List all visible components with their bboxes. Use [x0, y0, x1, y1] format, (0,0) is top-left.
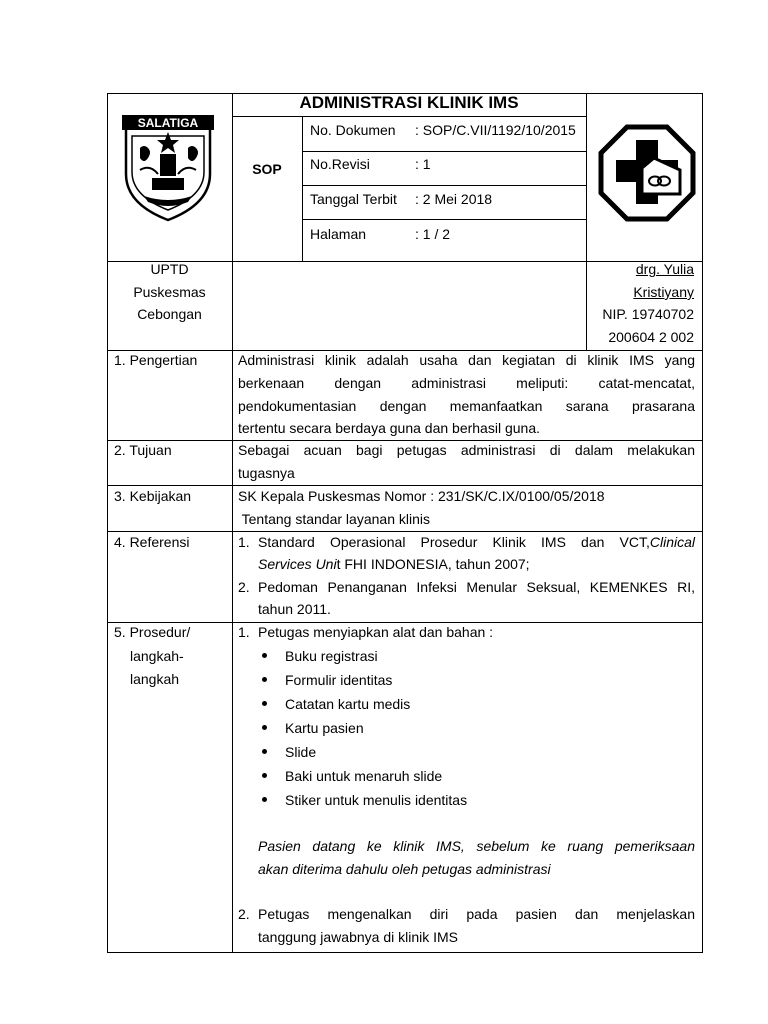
table-border-left — [107, 93, 108, 953]
bullet-item-catatan-kartu-medis: Catatan kartu medis — [285, 696, 411, 712]
bullet-icon — [262, 653, 267, 658]
prosedur-step-2-line-1: Petugas mengenalkan diri pada pasien dan menjelaskan — [258, 906, 695, 922]
tujuan-line-1: Sebagai acuan bagi petugas administrasi di dalam melakukan — [238, 442, 695, 458]
org-line-puskesmas: Puskesmas — [133, 284, 206, 300]
pengertian-line-3: pendokumentasian dengan memanfaatkan sarana prasarana — [238, 398, 695, 414]
pengertian-line-2: berkenaan dengan administrasi meliputi: catat-mencatat, — [238, 375, 695, 391]
meta-value-no-dokumen: : SOP/C.VII/1192/10/2015 — [415, 122, 576, 138]
column-divider-main — [232, 93, 233, 953]
table-border-bottom — [107, 952, 703, 953]
section-label-prosedur-1: 5. Prosedur/ — [114, 624, 191, 640]
puskesmas-logo-icon — [598, 124, 696, 222]
kebijakan-line-1: SK Kepala Puskesmas Nomor : 231/SK/C.IX/0100/05/2018 — [238, 488, 605, 504]
sop-divider — [302, 116, 303, 262]
bullet-icon — [262, 773, 267, 778]
meta-label-no-revisi: No.Revisi — [310, 156, 370, 172]
meta-value-halaman: : 1 / 2 — [415, 226, 451, 242]
tujuan-line-2: tugasnya — [238, 465, 295, 481]
signer-nip-line-2: 200604 2 002 — [608, 329, 694, 345]
meta-value-no-revisi: : 1 — [415, 156, 431, 172]
prosedur-note-line-1: Pasien datang ke klinik IMS, sebelum ke ruang pemeriksaan — [258, 838, 695, 854]
bullet-icon — [262, 701, 267, 706]
signer-name-line-2: Kristiyany — [633, 284, 694, 300]
bullet-item-slide: Slide — [285, 744, 317, 760]
document-title: ADMINISTRASI KLINIK IMS — [299, 93, 519, 112]
bullet-item-baki: Baki untuk menaruh slide — [285, 768, 443, 784]
logo-right-divider — [586, 93, 587, 351]
referensi-item-2-number: 2. — [238, 579, 250, 595]
referensi-item-1-number: 1. — [238, 534, 250, 550]
kebijakan-line-2: Tentang standar layanan klinis — [238, 511, 430, 527]
meta-label-halaman: Halaman — [310, 226, 367, 242]
referensi-item-1-italic-2: Services Uni — [258, 556, 337, 572]
referensi-item-1-line-1 — [258, 531, 695, 553]
table-border-right — [702, 93, 703, 953]
salatiga-crest-icon — [118, 112, 218, 224]
bullet-icon — [262, 677, 267, 682]
meta-divider-2 — [302, 185, 586, 186]
bullet-item-kartu-pasien: Kartu pasien — [285, 720, 364, 736]
referensi-item-1-line-2 — [258, 553, 530, 575]
bullet-icon — [262, 725, 267, 730]
bullet-item-buku-registrasi: Buku registrasi — [285, 648, 378, 664]
meta-value-tanggal-terbit: : 2 Mei 2018 — [415, 191, 493, 207]
referensi-item-2-line-1: Pedoman Penanganan Infeksi Menular Seksual, KEMENKES RI, — [258, 579, 695, 595]
title-divider — [232, 116, 586, 117]
section-label-pengertian: 1. Pengertian — [114, 352, 198, 368]
signer-nip-line-1: NIP. 19740702 — [602, 306, 694, 322]
prosedur-step-2-number: 2. — [238, 906, 250, 922]
referensi-item-1-text: Standard Operasional Prosedur Klinik IMS dan VCT, — [258, 534, 650, 550]
sop-label: SOP — [252, 161, 282, 177]
svg-text:SALATIGA: SALATIGA — [137, 116, 199, 130]
meta-divider-1 — [302, 151, 586, 152]
referensi-item-2-line-2: tahun 2011. — [258, 601, 331, 617]
section-label-referensi: 4. Referensi — [114, 534, 190, 550]
pengertian-line-1: Administrasi klinik adalah usaha dan kegiatan di klinik IMS yang — [238, 352, 695, 368]
prosedur-note-line-2: akan diterima dahulu oleh petugas administrasi — [258, 861, 551, 877]
meta-label-tanggal-terbit: Tanggal Terbit — [310, 191, 397, 207]
org-line-cebongan: Cebongan — [137, 306, 202, 322]
meta-label-no-dokumen: No. Dokumen — [310, 122, 396, 138]
prosedur-step-2-line-2: tanggung jawabnya di klinik IMS — [258, 929, 459, 945]
prosedur-step-1-text: Petugas menyiapkan alat dan bahan : — [258, 624, 494, 640]
section-label-prosedur-2: langkah- — [130, 648, 184, 664]
bullet-item-stiker: Stiker untuk menulis identitas — [285, 792, 468, 808]
section-label-tujuan: 2. Tujuan — [114, 442, 172, 458]
referensi-item-1-italic: Clinical — [649, 534, 695, 550]
meta-divider-3 — [302, 219, 586, 220]
bullet-icon — [262, 749, 267, 754]
org-line-uptd: UPTD — [150, 261, 189, 277]
pengertian-line-4: tertentu secara berdaya guna dan berhasil guna. — [238, 420, 540, 436]
prosedur-step-1-number: 1. — [238, 624, 250, 640]
signer-name-line-1: drg. Yulia — [635, 261, 694, 277]
section-label-prosedur-3: langkah — [130, 671, 180, 687]
bullet-item-formulir-identitas: Formulir identitas — [285, 672, 393, 688]
bullet-icon — [262, 797, 267, 802]
section-label-kebijakan: 3. Kebijakan — [114, 488, 192, 504]
referensi-item-1-rest: t FHI INDONESIA, tahun 2007; — [336, 556, 530, 572]
